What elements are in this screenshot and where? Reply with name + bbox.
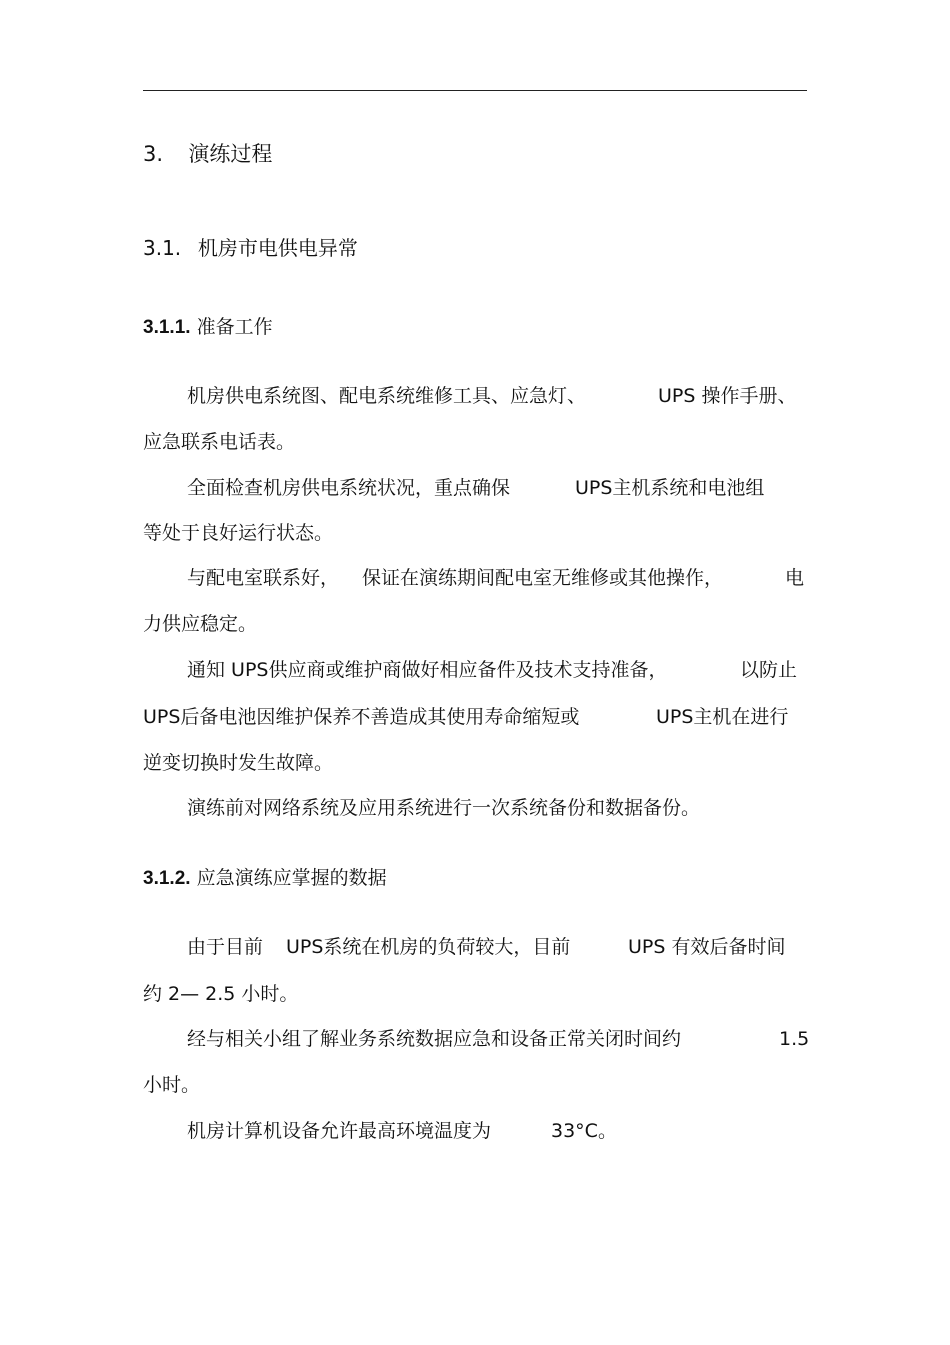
paragraph-line [187, 935, 263, 959]
paragraph-line [143, 705, 579, 729]
text-run: 约 2— 2.5 小时。 [143, 983, 299, 1005]
paragraph-line [740, 658, 797, 682]
paragraph-line [658, 384, 796, 408]
heading-3-1-1-title: 准备工作 [196, 316, 273, 338]
heading-3-1 [143, 236, 358, 260]
heading-3-1-1-number: 3.1.1. [143, 317, 191, 338]
paragraph-line [143, 430, 295, 454]
heading-3-1-2-number: 3.1.2. [143, 868, 191, 889]
heading-3-1-2-title: 应急演练应掌握的数据 [196, 867, 387, 889]
text-run: 1.5 [779, 1028, 810, 1050]
paragraph-line [187, 1027, 681, 1051]
text-run: UPS 有效后备时间 [628, 936, 786, 958]
text-run: 机房计算机设备允许最高环境温度为 [187, 1120, 492, 1142]
paragraph-line [143, 521, 333, 545]
heading-3-1-number: 3.1. [143, 236, 182, 260]
paragraph-line [628, 935, 785, 959]
text-run: 33°C。 [551, 1120, 617, 1142]
text-run: 以防止 [740, 659, 798, 681]
text-run: 电 [785, 567, 805, 589]
paragraph-line [187, 384, 586, 408]
text-run: 保证在演练期间配电室无维修或其他操作， [362, 567, 724, 589]
paragraph-line [187, 796, 700, 820]
text-run: 由于目前 [187, 936, 264, 958]
text-run: UPS 操作手册、 [658, 385, 797, 407]
heading-3-1-1 [143, 315, 273, 340]
text-run: UPS系统在机房的负荷较大，目前 [286, 936, 571, 958]
paragraph-line [551, 1119, 617, 1143]
text-run: 机房供电系统图、配电系统维修工具、应急灯、 [187, 385, 587, 407]
paragraph-line [575, 476, 764, 500]
text-run: 应急联系电话表。 [143, 431, 296, 453]
paragraph-line [785, 566, 804, 590]
text-run: 经与相关小组了解业务系统数据应急和设备正常关闭时间约 [187, 1028, 682, 1050]
text-run: UPS主机系统和电池组 [575, 477, 765, 499]
paragraph-line [187, 658, 667, 682]
text-run: 力供应稳定。 [143, 613, 258, 635]
heading-3-1-title: 机房市电供电异常 [197, 236, 358, 260]
text-run: 逆变切换时发生故障。 [143, 752, 334, 774]
paragraph-line [143, 612, 257, 636]
heading-3 [143, 142, 272, 166]
paragraph-line [362, 566, 723, 590]
text-run: UPS后备电池因维护保养不善造成其使用寿命缩短或 [143, 706, 580, 728]
paragraph-line [187, 476, 510, 500]
paragraph-line [143, 751, 333, 775]
heading-3-number: 3. [143, 142, 164, 166]
text-run: 演练前对网络系统及应用系统进行一次系统备份和数据备份。 [187, 797, 701, 819]
paragraph-line [286, 935, 570, 959]
text-run: UPS主机在进行 [656, 706, 789, 728]
paragraph-line [143, 1073, 200, 1097]
paragraph-line [779, 1027, 809, 1051]
paragraph-line [656, 705, 788, 729]
heading-3-1-2 [143, 866, 387, 891]
header-rule [143, 90, 807, 91]
text-run: 与配电室联系好， [187, 567, 340, 589]
paragraph-line [143, 982, 298, 1006]
text-run: 全面检查机房供电系统状况，重点确保 [187, 477, 511, 499]
text-run: 通知 UPS供应商或维护商做好相应备件及技术支持准备， [187, 659, 668, 681]
text-run: 等处于良好运行状态。 [143, 522, 334, 544]
text-run: 小时。 [143, 1074, 201, 1096]
paragraph-line [187, 566, 339, 590]
paragraph-line [187, 1119, 491, 1143]
heading-3-title: 演练过程 [188, 142, 273, 166]
